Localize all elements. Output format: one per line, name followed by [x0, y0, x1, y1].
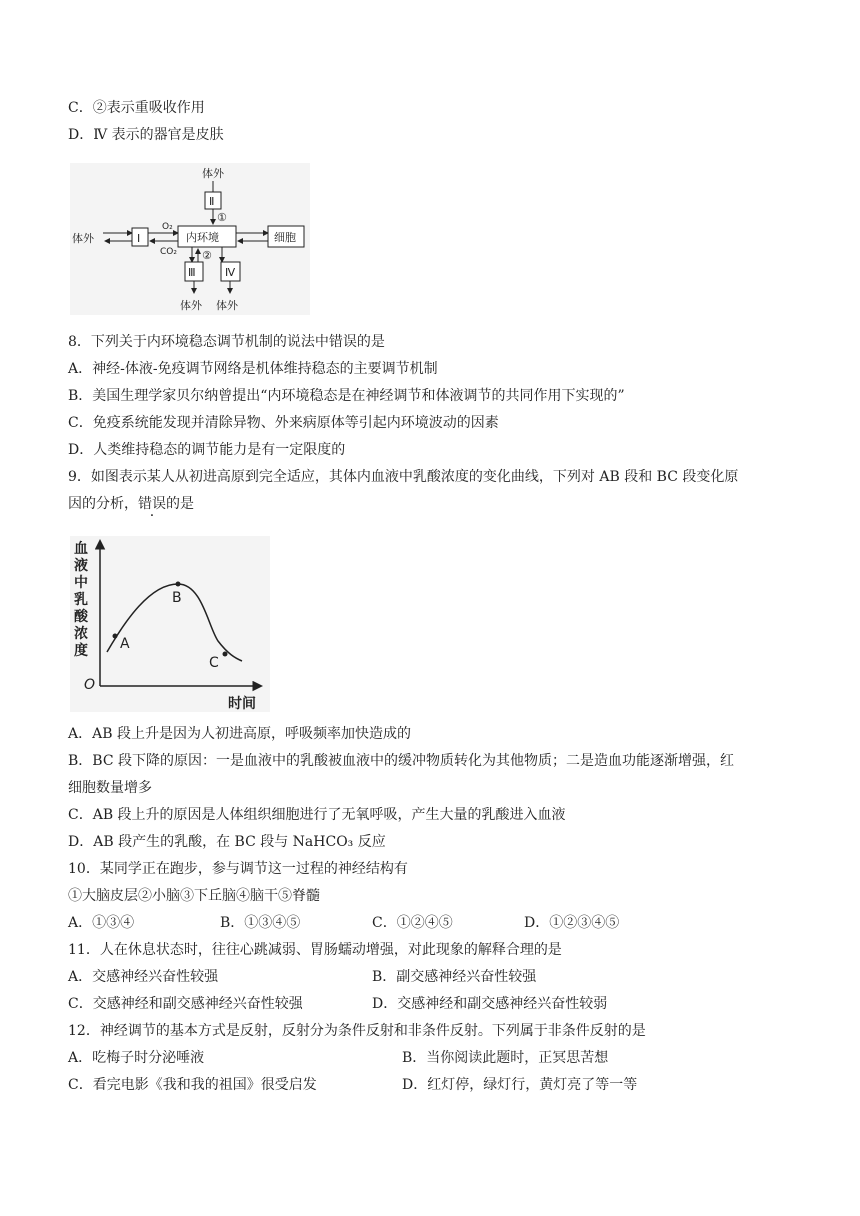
box-ii-label: Ⅱ	[209, 195, 215, 208]
q10-option-c: C．①②④⑤	[372, 915, 453, 931]
q8-option-c: C．免疫系统能发现并清除异物、外来病原体等引起内环境波动的因素	[68, 415, 499, 431]
y-label-char: 酸	[74, 609, 88, 625]
point-c	[223, 652, 228, 657]
box-i-label: Ⅰ	[137, 232, 141, 245]
mark-2: ②	[202, 249, 212, 262]
box-iii-label: Ⅲ	[188, 266, 196, 279]
q9-option-c: C．AB 段上升的原因是人体组织细胞进行了无氧呼吸，产生大量的乳酸进入血液	[68, 807, 566, 823]
y-label-char: 中	[74, 575, 88, 591]
x-axis-label: 时间	[228, 696, 256, 712]
internal-environment-diagram	[70, 163, 310, 315]
q9-option-a: A．AB 段上升是因为人初进高原，呼吸频率加快造成的	[68, 726, 411, 742]
point-b	[176, 582, 181, 587]
q8-option-b: B．美国生理学家贝尔纳曾提出“内环境稳态是在神经调节和体液调节的共同作用下实现的”	[68, 388, 625, 404]
q11-option-b: B．副交感神经兴奋性较强	[372, 969, 537, 985]
q9-option-b-line1: B．BC 段下降的原因：一是血液中的乳酸被血液中的缓冲物质转化为其他物质；二是造血功能逐渐增强，红	[68, 753, 734, 769]
q12-option-c: C．看完电影《我和我的祖国》很受启发	[68, 1077, 317, 1093]
q9-stem-line2	[68, 495, 194, 513]
box-cell-label: 细胞	[274, 231, 296, 244]
q8-option-d: D．人类维持稳态的调节能力是有一定限度的	[68, 442, 346, 458]
diagram-outside-bottom-2: 体外	[216, 299, 238, 312]
q12-option-d: D．红灯停，绿灯行，黄灯亮了等一等	[402, 1077, 638, 1093]
q12-option-b: B．当你阅读此题时，正冥思苦想	[402, 1050, 609, 1066]
q11-option-d: D．交感神经和副交感神经兴奋性较弱	[372, 996, 608, 1012]
point-c-label: C	[209, 655, 219, 671]
q8-stem: 8．下列关于内环境稳态调节机制的说法中错误的是	[68, 334, 385, 350]
diagram-outside-bottom-1: 体外	[180, 299, 202, 312]
q10-stem: 10．某同学正在跑步，参与调节这一过程的神经结构有	[68, 861, 408, 877]
q10-option-d: D．①②③④⑤	[524, 915, 620, 931]
q10-option-a: A．①③④	[68, 915, 135, 931]
box-iv-label: Ⅳ	[225, 266, 236, 279]
q9-stem-pre: 因的分析，	[68, 496, 138, 512]
point-a-label: A	[120, 636, 130, 652]
q12-option-a: A．吃梅子时分泌唾液	[68, 1050, 205, 1066]
y-label-char: 乳	[74, 592, 88, 608]
q11-option-c: C．交感神经和副交感神经兴奋性较强	[68, 996, 303, 1012]
y-label-char: 血	[74, 541, 88, 557]
q9-stem-post: 的是	[166, 496, 194, 512]
q11-stem: 11．人在休息状态时，往往心跳减弱、胃肠蠕动增强，对此现象的解释合理的是	[68, 942, 562, 958]
q9-option-b-line2: 细胞数量增多	[68, 780, 152, 796]
diagram-outside-top: 体外	[202, 167, 224, 180]
origin-label: O	[84, 677, 96, 693]
box-internal-environment-label: 内环境	[186, 231, 219, 244]
q10-items: ①大脑皮层②小脑③下丘脑④脑干⑤脊髓	[68, 888, 320, 904]
y-label-char: 度	[74, 643, 88, 659]
q7-option-c: C．②表示重吸收作用	[68, 100, 205, 116]
q10-option-b: B．①③④⑤	[220, 915, 301, 931]
y-label-char: 浓	[74, 626, 88, 642]
q8-option-a: A．神经-体液-免疫调节网络是机体维持稳态的主要调节机制	[68, 361, 438, 377]
q7-option-d: D．Ⅳ 表示的器官是皮肤	[68, 127, 224, 143]
point-b-label: B	[172, 590, 182, 606]
q9-option-d: D．AB 段产生的乳酸，在 BC 段与 NaHCO₃ 反应	[68, 834, 386, 850]
y-label-char: 液	[74, 558, 88, 574]
q9-stem-line1: 9．如图表示某人从初进高原到完全适应，其体内血液中乳酸浓度的变化曲线，下列对 AB 段和 BC 段变化原	[68, 469, 739, 485]
q11-option-a: A．交感神经兴奋性较强	[68, 969, 219, 985]
diagram-outside-left: 体外	[72, 232, 94, 245]
lactic-acid-graph	[70, 536, 270, 712]
q9-stem-emphasis: 错误	[138, 496, 166, 512]
o2-label: O₂	[162, 222, 173, 232]
mark-1: ①	[217, 211, 227, 224]
q12-stem: 12．神经调节的基本方式是反射，反射分为条件反射和非条件反射。下列属于非条件反射的是	[68, 1023, 646, 1039]
point-a	[113, 634, 118, 639]
co2-label: CO₂	[160, 247, 177, 257]
y-axis-label	[74, 540, 89, 659]
